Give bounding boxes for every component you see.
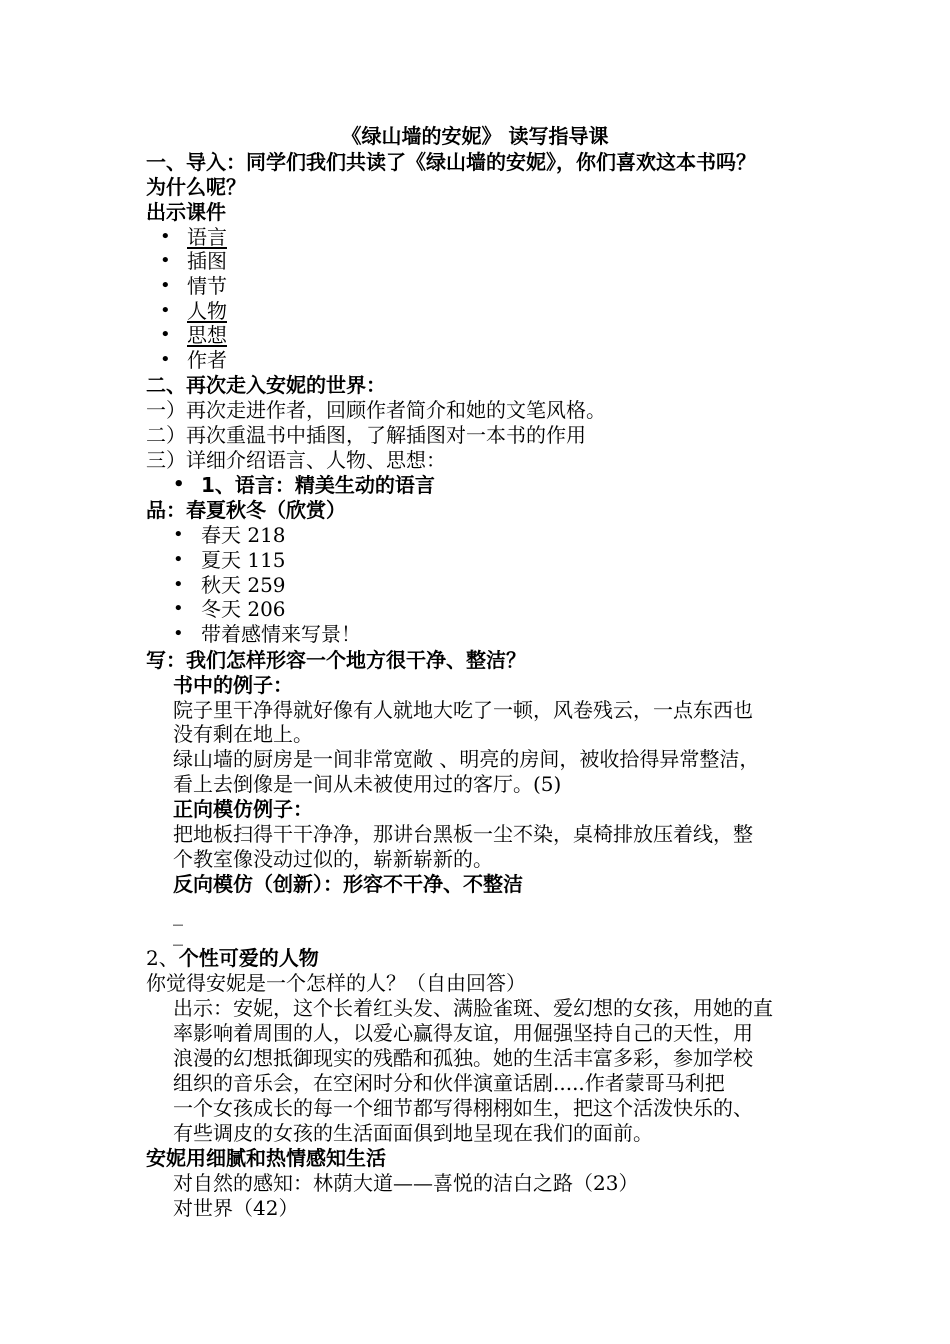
list-item-label: 带着感情来写景！ bbox=[201, 622, 361, 646]
bullet-icon: • bbox=[173, 549, 184, 570]
subsection-2: 二）再次重温书中插图，了解插图对一本书的作用 bbox=[146, 423, 586, 447]
bullet-icon: • bbox=[160, 275, 171, 296]
bullet-icon: • bbox=[173, 524, 184, 545]
link-thought[interactable]: 思想 bbox=[187, 323, 227, 347]
character-question: 你觉得安妮是一个怎样的人？（自由回答） bbox=[146, 971, 526, 995]
blank-line-1: _ bbox=[173, 902, 183, 926]
example-1-line-2: 没有剩在地上。 bbox=[173, 722, 313, 746]
bullet-icon: • bbox=[160, 226, 171, 247]
example-2-line-2: 看上去倒像是一间从未被使用过的客厅。(5) bbox=[173, 772, 562, 796]
show-paragraph-line: 浪漫的幻想抵御现实的残酷和孤独。她的生活丰富多彩，参加学校 bbox=[173, 1046, 753, 1070]
page-title: 《绿山墙的安妮》 读写指导课 bbox=[341, 124, 609, 148]
perceive-life-heading: 安妮用细腻和热情感知生活 bbox=[146, 1146, 386, 1170]
language-heading: 1、语言：精美生动的语言 bbox=[201, 473, 435, 497]
bullet-icon: • bbox=[160, 324, 171, 345]
list-item-label: 夏天 115 bbox=[201, 548, 286, 572]
list-item-label: 春天 218 bbox=[201, 523, 286, 547]
section-2-heading: 二、再次走入安妮的世界： bbox=[146, 373, 386, 397]
subsection-1: 一）再次走进作者，回顾作者简介和她的文笔风格。 bbox=[146, 398, 606, 422]
bullet-icon: • bbox=[173, 623, 184, 644]
bullet-icon: • bbox=[160, 250, 171, 271]
positive-line-1: 把地板扫得干干净净，那讲台黑板一尘不染，桌椅排放压着线，整 bbox=[173, 822, 753, 846]
list-item-label: 秋天 259 bbox=[201, 573, 286, 597]
book-examples-heading: 书中的例子： bbox=[173, 673, 293, 697]
list-item-label: 插图 bbox=[187, 249, 227, 273]
appreciate-heading: 品：春夏秋冬（欣赏） bbox=[146, 498, 346, 522]
intro-line-1: 一、导入：同学们我们共读了《绿山墙的安妮》，你们喜欢这本书吗？ bbox=[146, 150, 756, 174]
nature-perception: 对自然的感知：林荫大道——喜悦的洁白之路（23） bbox=[173, 1171, 639, 1195]
show-paragraph-line: 率影响着周围的人，以爱心赢得友谊，用倔强坚持自己的天性，用 bbox=[173, 1021, 753, 1045]
intro-line-2: 为什么呢？ bbox=[146, 175, 246, 199]
example-2-line-1: 绿山墙的厨房是一间非常宽敞 、明亮的房间，被收拾得异常整洁， bbox=[173, 747, 760, 771]
write-question: 写：我们怎样形容一个地方很干净、整洁？ bbox=[146, 648, 526, 672]
positive-line-2: 个教室像没动过似的，崭新崭新的。 bbox=[173, 847, 493, 871]
character-number: 2、 bbox=[146, 946, 179, 970]
list-item-label: 情节 bbox=[187, 274, 227, 298]
subsection-3: 三）详细介绍语言、人物、思想： bbox=[146, 448, 446, 472]
show-paragraph-line: 一个女孩成长的每一个细节都写得栩栩如生，把这个活泼快乐的、 bbox=[173, 1096, 753, 1120]
character-section-heading bbox=[146, 946, 319, 970]
bullet-icon: • bbox=[160, 300, 171, 321]
link-language[interactable]: 语言 bbox=[187, 225, 227, 249]
bullet-icon: • bbox=[173, 598, 184, 619]
show-paragraph-line: 组织的音乐会，在空闲时分和伙伴演童话剧.....作者蒙哥马利把 bbox=[173, 1071, 725, 1095]
link-character[interactable]: 人物 bbox=[187, 299, 227, 323]
show-paragraph-line: 有些调皮的女孩的生活面面俱到地呈现在我们的面前。 bbox=[173, 1121, 653, 1145]
blank-line-2: _ bbox=[173, 922, 183, 946]
example-1-line-1: 院子里干净得就好像有人就地大吃了一顿，风卷残云，一点东西也 bbox=[173, 698, 753, 722]
world-perception: 对世界（42） bbox=[173, 1196, 299, 1220]
show-courseware-label: 出示课件 bbox=[146, 200, 226, 224]
positive-imitation-heading: 正向模仿例子： bbox=[173, 797, 313, 821]
character-heading: 个性可爱的人物 bbox=[178, 946, 319, 970]
bullet-icon: • bbox=[160, 349, 171, 370]
bullet-icon: • bbox=[173, 474, 185, 495]
bullet-icon: • bbox=[173, 574, 184, 595]
list-item-label: 冬天 206 bbox=[201, 597, 286, 621]
show-paragraph-line: 出示：安妮，这个长着红头发、满脸雀斑、爱幻想的女孩，用她的直 bbox=[173, 996, 773, 1020]
reverse-imitation-heading: 反向模仿（创新）：形容不干净、不整洁 bbox=[173, 872, 523, 896]
list-item-label: 作者 bbox=[187, 348, 227, 372]
